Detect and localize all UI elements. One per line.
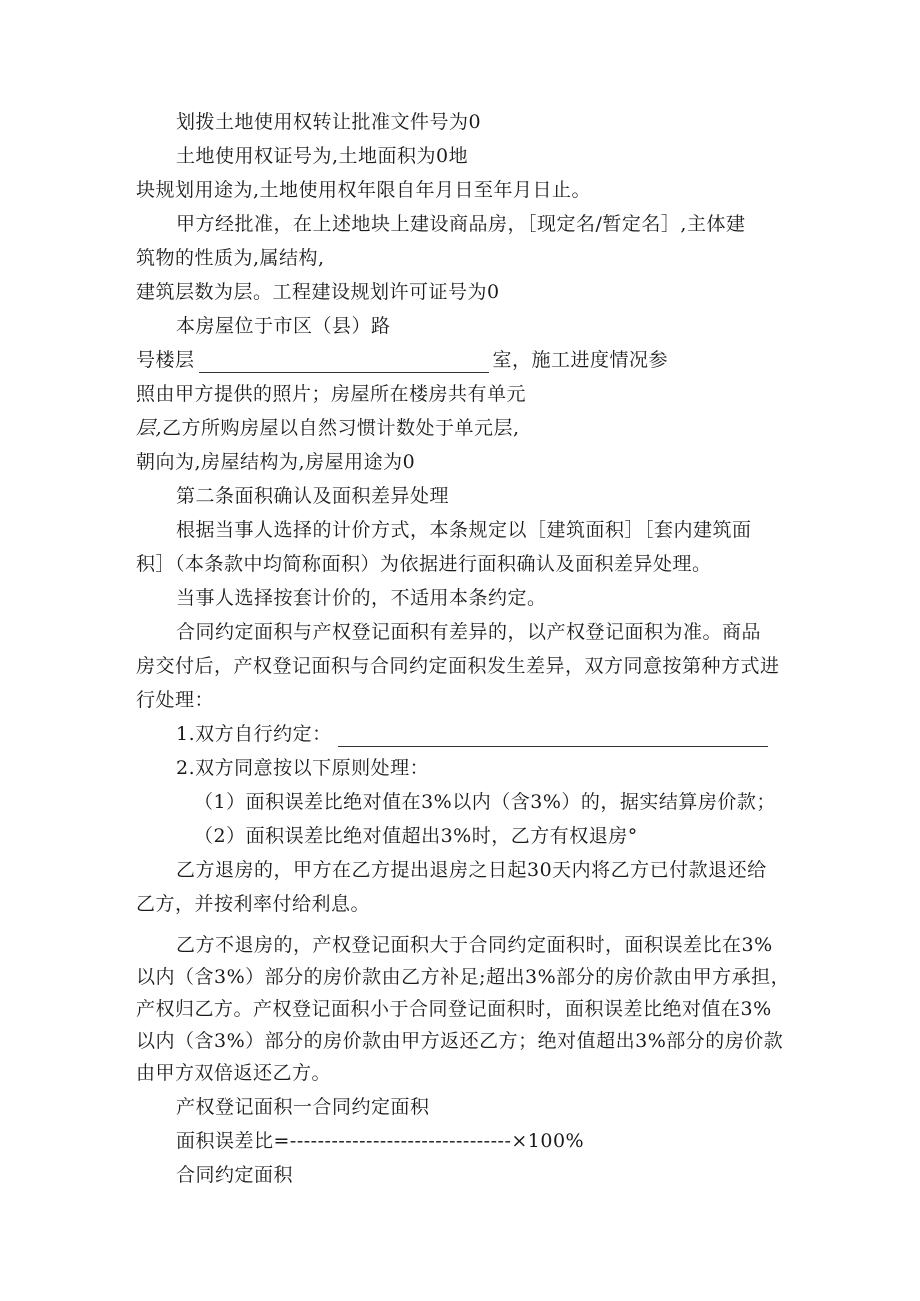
- text-line: 土地使用权证号为,土地面积为0地: [176, 145, 469, 167]
- blank-line: [338, 726, 768, 747]
- text-line: 划拨土地使用权转让批准文件号为0: [176, 111, 482, 133]
- text-line: 产权归乙方。产权登记面积小于合同登记面积时，面积误差比绝对值在3%: [136, 998, 772, 1020]
- text-line: 合同约定面积与产权登记面积有差异的，以产权登记面积为准。商品: [176, 621, 762, 643]
- text-line: 乙方退房的，甲方在乙方提出退房之日起30天内将乙方已付款退还给: [176, 859, 767, 881]
- text-line-floor: [136, 415, 520, 441]
- text-segment: 层,: [136, 417, 163, 439]
- text-line: 建筑层数为层。工程建设规划许可证号为0: [136, 281, 500, 303]
- text-line: 行处理：: [136, 689, 215, 711]
- text-line: 乙方不退房的，产权登记面积大于合同约定面积时，面积误差比在3%: [176, 934, 773, 956]
- list-item: （2）面积误差比绝对值超出3%时，乙方有权退房°: [194, 825, 638, 847]
- section-heading: 第二条面积确认及面积差异处理: [176, 485, 450, 507]
- text-line: 以内（含3%）部分的房价款由乙方补足;超出3%部分的房价款由甲方承担，: [136, 966, 791, 988]
- formula-line: 面积误差比=--------------------------------×100%: [176, 1130, 585, 1152]
- text-line-agreement: [176, 721, 768, 747]
- text-line: 朝向为,房屋结构为,房屋用途为0: [136, 451, 416, 473]
- text-line: 本房屋位于市区（县）路: [176, 315, 391, 337]
- text-line: 积］（本条款中均简称面积）为依据进行面积确认及面积差异处理。: [136, 553, 712, 575]
- blank-line: [199, 352, 489, 373]
- text-line: 以内（含3%）部分的房价款由甲方返还乙方；绝对值超出3%部分的房价款: [136, 1030, 784, 1052]
- list-item: （1）面积误差比绝对值在3%以内（含3%）的，据实结算房价款；: [194, 791, 776, 813]
- text-line: 当事人选择按套计价的，不适用本条约定。: [176, 587, 547, 609]
- text-line: 甲方经批准，在上述地块上建设商品房，［现定名/暂定名］,主体建: [176, 213, 746, 235]
- formula-denominator: 合同约定面积: [176, 1164, 294, 1186]
- text-line: 乙方，并按利率付给利息。: [136, 893, 371, 915]
- text-segment: 1.双方自行约定：: [176, 723, 332, 745]
- text-line: 房交付后，产权登记面积与合同约定面积发生差异，双方同意按第种方式进: [136, 655, 780, 677]
- text-line: 由甲方双倍返还乙方。: [136, 1062, 332, 1084]
- formula-numerator: 产权登记面积一合同约定面积: [176, 1096, 430, 1118]
- text-line-room: [136, 347, 668, 373]
- text-line: 照由甲方提供的照片；房屋所在楼房共有单元: [136, 383, 527, 405]
- text-segment: 号楼层: [136, 349, 195, 371]
- text-segment: 乙方所购房屋以自然习惯计数处于单元层,: [162, 417, 520, 439]
- text-line: 2.双方同意按以下原则处理：: [176, 757, 430, 779]
- text-line: 根据当事人选择的计价方式，本条规定以［建筑面积］［套内建筑面: [176, 519, 752, 541]
- text-line: 筑物的性质为,属结构,: [136, 247, 325, 269]
- text-line: 块规划用途为,土地使用权年限自年月日至年月日止。: [136, 179, 592, 201]
- text-segment: 室，施工进度情况参: [492, 349, 669, 371]
